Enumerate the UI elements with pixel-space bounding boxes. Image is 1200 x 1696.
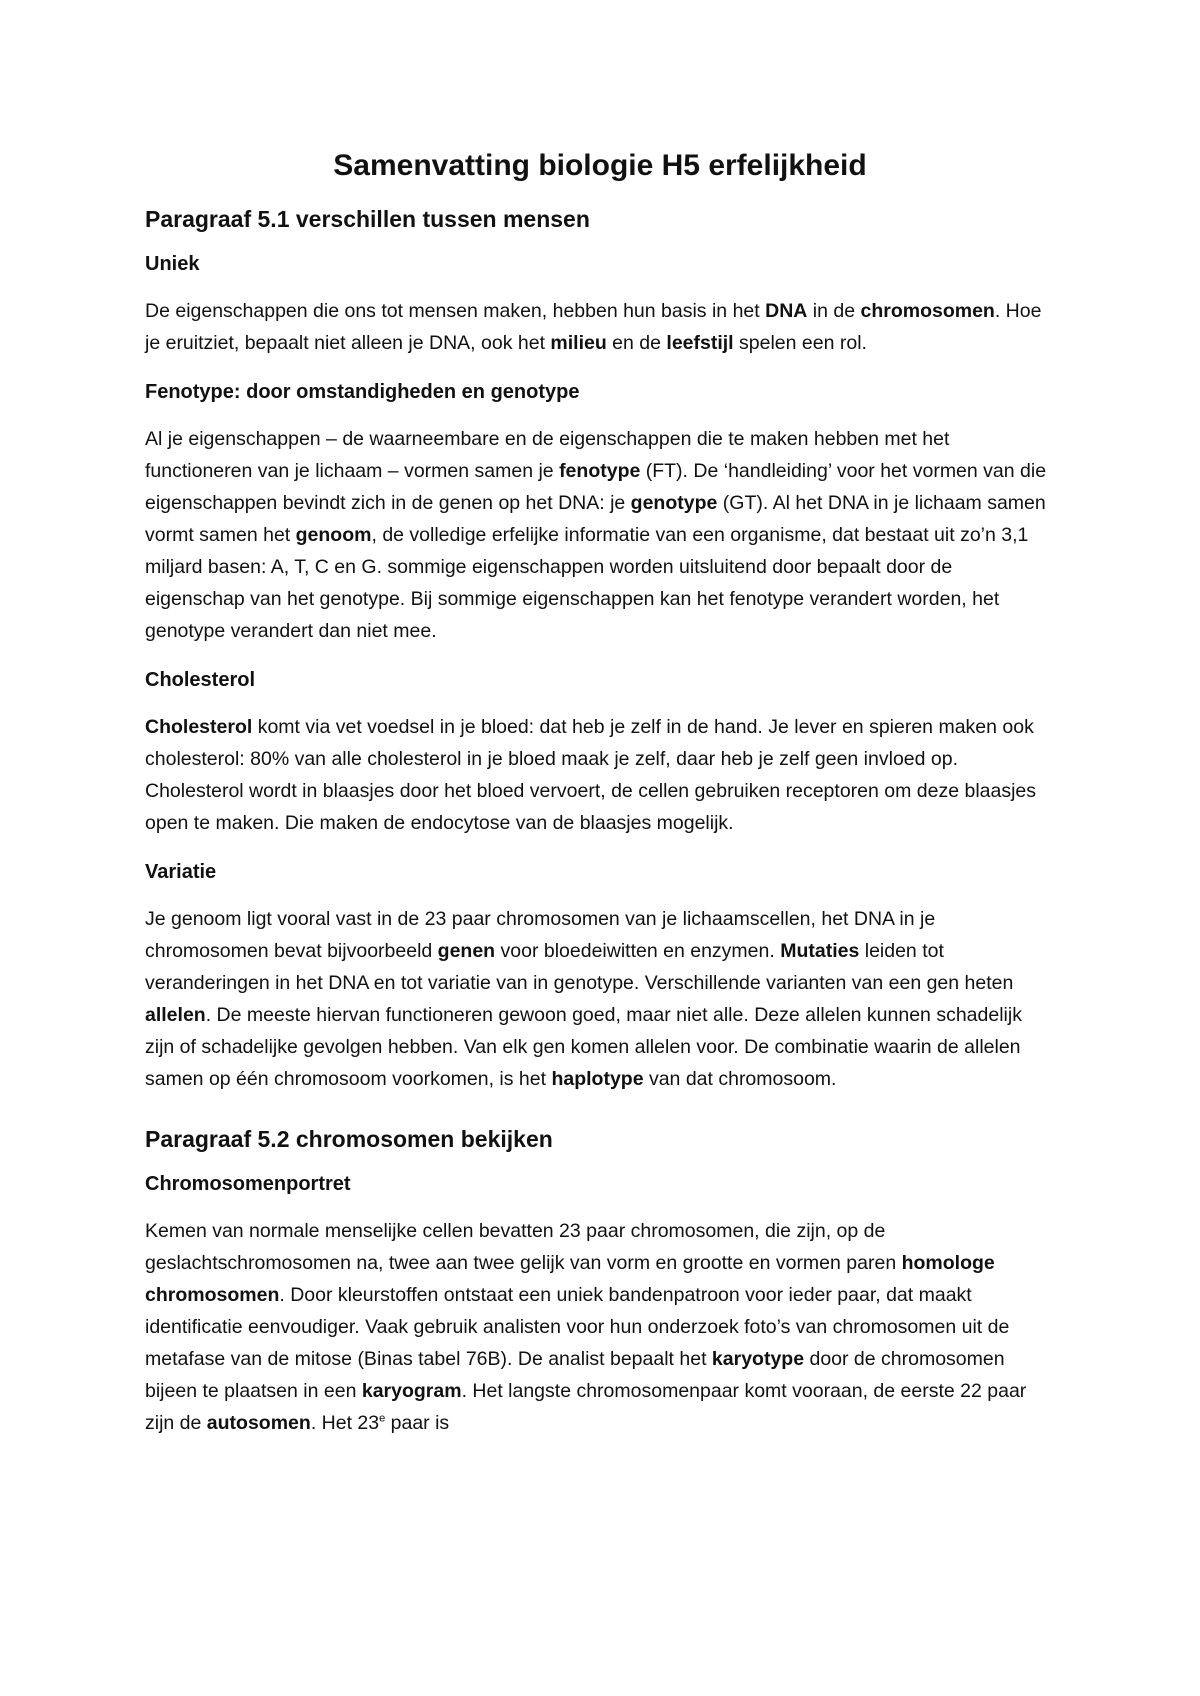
document-title: Samenvatting biologie H5 erfelijkheid — [333, 149, 867, 182]
subsection-heading: Uniek — [145, 252, 200, 275]
section-heading: Paragraaf 5.1 verschillen tussen mensen — [145, 206, 590, 232]
subsection-heading: Cholesterol — [145, 668, 256, 691]
bold-term: chromosomen — [860, 299, 995, 322]
text-run: komt via vet voedsel in je bloed: dat heb je zelf in de hand. Je lever en spieren maken ook cholesterol: 80% van alle cholesterol in je bloed maak je zelf, daar heb je zelf geen invloed op. Cholesterol wordt in blaasjes door het bloed vervoert, de cellen gebruiken receptoren om deze blaasjes open te maken. Die maken de endocytose van de blaasjes mogelijk. — [145, 715, 1037, 834]
superscript: e — [379, 1412, 386, 1425]
bold-term: leefstijl — [666, 331, 734, 354]
bold-term: autosomen — [206, 1411, 311, 1434]
text-run: . Het langste chromosomenpaar komt vooraan, de eerste 22 paar zijn de — [145, 1379, 1027, 1434]
bold-term: karyogram — [361, 1379, 462, 1402]
bold-term: genoom — [295, 523, 372, 546]
text-run: . Hoe je eruitziet, bepaalt niet alleen je DNA, ook het — [145, 299, 1042, 354]
text-run: paar is — [385, 1411, 450, 1434]
text-run: Al je eigenschappen – de waarneembare en de eigenschappen die te maken hebben met het functioneren van je lichaam – vormen samen je — [145, 427, 950, 482]
text-run: voor bloedeiwitten en enzymen. — [495, 939, 781, 962]
text-run: in de — [807, 299, 861, 322]
bold-term: haplotype — [551, 1067, 644, 1090]
text-run: spelen een rol. — [733, 331, 867, 354]
text-run: . De meeste hiervan functioneren gewoon goed, maar niet alle. Deze allelen kunnen schadelijk zijn of schadelijke gevolgen hebben. Van elk gen komen allelen voor. De combinatie waarin de allelen samen op één chromosoom voorkomen, is het — [145, 1003, 1022, 1090]
text-run: . Het 23 — [310, 1411, 380, 1434]
text-run: en de — [606, 331, 667, 354]
bold-term: genotype — [630, 491, 718, 514]
text-run: . Door kleurstoffen ontstaat een uniek bandenpatroon voor ieder paar, dat maakt identificatie eenvoudiger. Vaak gebruik analisten voor hun onderzoek foto’s van chromosomen uit de metafase van de mitose (Binas tabel 76B). De analist bepaalt het — [145, 1283, 1010, 1370]
paragraph — [145, 903, 1055, 1095]
paragraph — [145, 295, 1055, 359]
bold-term: fenotype — [559, 459, 641, 482]
paragraph — [145, 423, 1055, 647]
bold-term: karyotype — [711, 1347, 805, 1370]
paragraph — [145, 711, 1055, 839]
subsection-heading: Chromosomenportret — [145, 1172, 351, 1195]
text-run: (GT). Al het DNA in je lichaam samen vormt samen het — [145, 491, 1046, 546]
text-run: De eigenschappen die ons tot mensen maken, hebben hun basis in het — [145, 299, 766, 322]
bold-term: Cholesterol — [145, 715, 253, 738]
bold-term: genen — [437, 939, 496, 962]
text-run: Je genoom ligt vooral vast in de 23 paar chromosomen van je lichaamscellen, het DNA in je chromosomen bevat bijvoorbeeld — [145, 907, 936, 962]
bold-term: homologe chromosomen — [145, 1251, 995, 1306]
text-run: (FT). De ‘handleiding’ voor het vormen van die eigenschappen bevindt zich in de genen op het DNA: je — [145, 459, 1047, 514]
text-run: , de volledige erfelijke informatie van een organisme, dat bestaat uit zo’n 3,1 miljard basen: A, T, C en G. sommige eigenschappen worden uitsluitend door bepaalt door de eigenschap van het genotype. Bij sommige eigenschappen kan het fenotype verandert worden, het genotype verandert dan niet mee. — [145, 523, 1029, 642]
subsection-heading: Fenotype: door omstandigheden en genotype — [145, 380, 580, 403]
text-run: van dat chromosoom. — [643, 1067, 837, 1090]
bold-term: DNA — [765, 299, 808, 322]
bold-term: Mutaties — [780, 939, 860, 962]
paragraph — [145, 1215, 1055, 1439]
text-run: door de chromosomen bijeen te plaatsen in een — [145, 1347, 1005, 1402]
text-run: Kemen van normale menselijke cellen bevatten 23 paar chromosomen, die zijn, op de geslachtschromosomen na, twee aan twee gelijk van vorm en grootte en vormen paren — [145, 1219, 902, 1274]
bold-term: allelen — [145, 1003, 206, 1026]
bold-term: milieu — [550, 331, 607, 354]
subsection-heading: Variatie — [145, 860, 217, 883]
text-run: leiden tot veranderingen in het DNA en tot variatie van in genotype. Verschillende varianten van een gen heten — [145, 939, 1014, 994]
section-heading: Paragraaf 5.2 chromosomen bekijken — [145, 1125, 553, 1152]
